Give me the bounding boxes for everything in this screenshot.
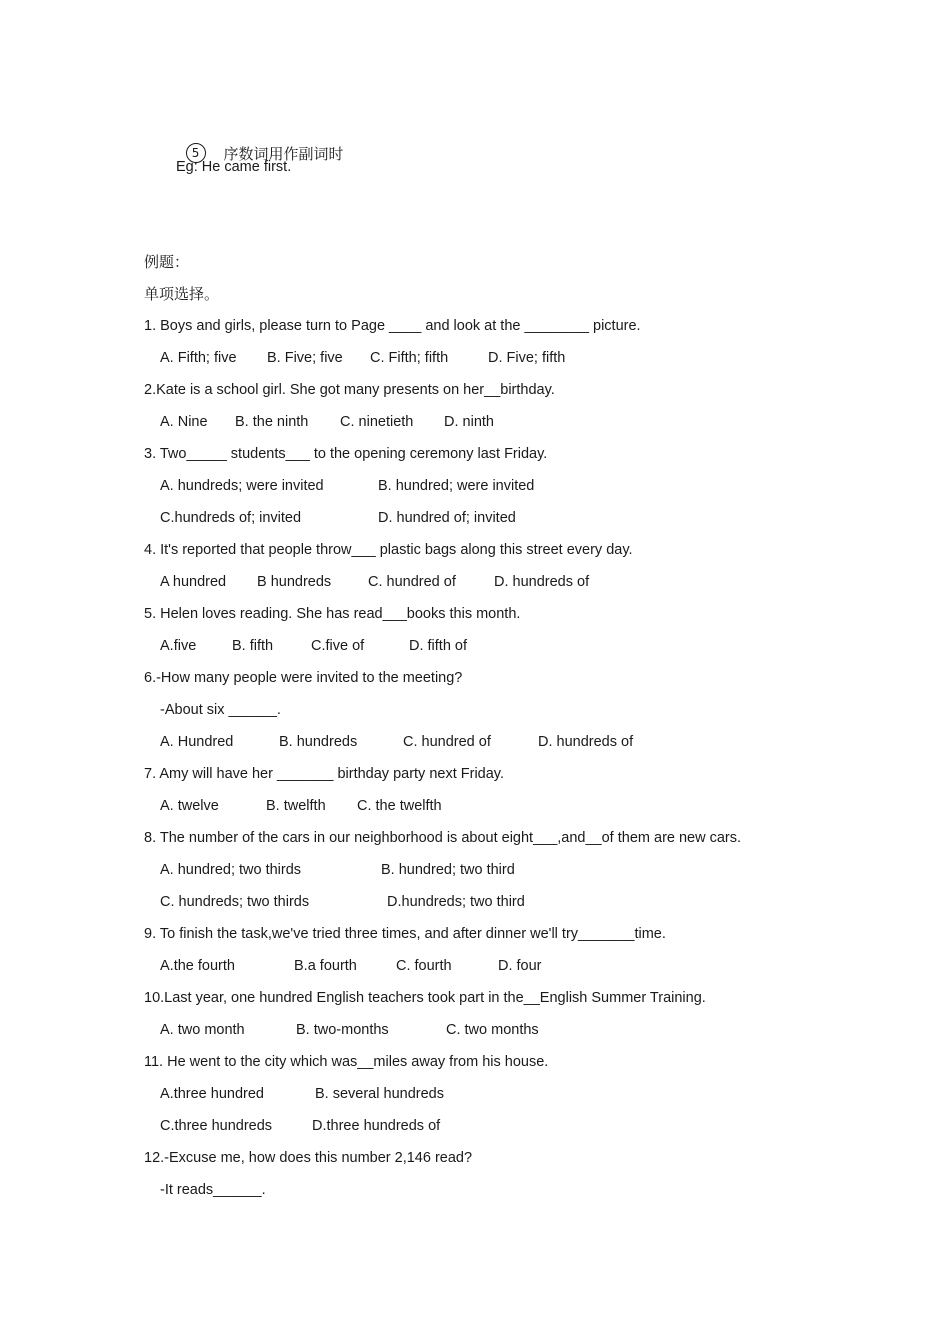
option: C. hundred of xyxy=(368,574,456,590)
option: C.hundreds of; invited xyxy=(160,510,302,526)
option: D.hundreds; two third xyxy=(387,894,525,910)
question-stem: 9. To finish the task,we've tried three times, and after dinner we'll try_______time. xyxy=(144,926,666,942)
question-stem: 2.Kate is a school girl. She got many presents on her__birthday. xyxy=(144,382,555,398)
option: C. the twelfth xyxy=(357,798,442,814)
question-response: -It reads______. xyxy=(160,1182,266,1198)
option: D. ninth xyxy=(444,414,494,430)
option: D. hundreds of xyxy=(538,734,634,750)
option: B. twelfth xyxy=(266,798,326,814)
option: C. ninetieth xyxy=(340,414,414,430)
option: A. Nine xyxy=(160,414,208,430)
option: D. hundreds of xyxy=(494,574,590,590)
option: D. Five; fifth xyxy=(488,350,566,366)
section-label: 例题： xyxy=(144,253,190,271)
question-stem: 7. Amy will have her _______ birthday party next Friday. xyxy=(144,766,505,782)
option: D. fifth of xyxy=(409,638,468,654)
option: A hundred xyxy=(160,574,227,590)
question-stem: 12.-Excuse me, how does this number 2,146 read? xyxy=(144,1150,473,1166)
section-subtitle: 单项选择。 xyxy=(144,285,220,303)
option: B. hundred; were invited xyxy=(378,478,535,494)
option: C. hundreds; two thirds xyxy=(160,894,310,910)
question-stem: 11. He went to the city which was__miles away from his house. xyxy=(144,1054,549,1070)
option: A. two month xyxy=(160,1022,245,1038)
option: A. hundred; two thirds xyxy=(160,862,302,878)
option: A. hundreds; were invited xyxy=(160,478,324,494)
option: B.a fourth xyxy=(294,958,357,974)
option: A.five xyxy=(160,638,197,654)
option: A. twelve xyxy=(160,798,219,814)
question-stem: 4. It's reported that people throw___ plastic bags along this street every day. xyxy=(144,542,633,558)
option: B hundreds xyxy=(257,574,332,590)
option: C.five of xyxy=(311,638,365,654)
option: C. two months xyxy=(446,1022,539,1038)
question-stem: 1. Boys and girls, please turn to Page ____ and look at the ________ picture. xyxy=(144,318,641,334)
option: A.three hundred xyxy=(160,1086,264,1102)
question-stem: 8. The number of the cars in our neighborhood is about eight___,and__of them are new cars. xyxy=(144,830,742,846)
question-stem: 10.Last year, one hundred English teachers took part in the__English Summer Training. xyxy=(144,990,706,1006)
heading-text: 序数词用作副词时 xyxy=(223,145,344,163)
option: D. hundred of; invited xyxy=(378,510,516,526)
option: B. several hundreds xyxy=(315,1086,444,1102)
option: C. Fifth; fifth xyxy=(370,350,449,366)
option: C.three hundreds xyxy=(160,1118,273,1134)
option: B. hundreds xyxy=(279,734,358,750)
option: B. fifth xyxy=(232,638,274,654)
option: D. four xyxy=(498,958,542,974)
circled-number: 5 xyxy=(186,143,206,163)
question-stem: 6.-How many people were invited to the meeting? xyxy=(144,670,463,686)
question-stem: 5. Helen loves reading. She has read___books this month. xyxy=(144,606,521,622)
option: B. two-months xyxy=(296,1022,389,1038)
option: A.the fourth xyxy=(160,958,235,974)
option: B. the ninth xyxy=(235,414,309,430)
question-response: -About six ______. xyxy=(160,702,281,718)
option: A. Fifth; five xyxy=(160,350,237,366)
option: B. hundred; two third xyxy=(381,862,515,878)
question-stem: 3. Two_____ students___ to the opening ceremony last Friday. xyxy=(144,446,548,462)
example-sentence: Eg: He came first. xyxy=(176,159,292,175)
option: B. Five; five xyxy=(267,350,343,366)
option: C. fourth xyxy=(396,958,452,974)
option: C. hundred of xyxy=(403,734,491,750)
option: A. Hundred xyxy=(160,734,234,750)
option: D.three hundreds of xyxy=(312,1118,441,1134)
